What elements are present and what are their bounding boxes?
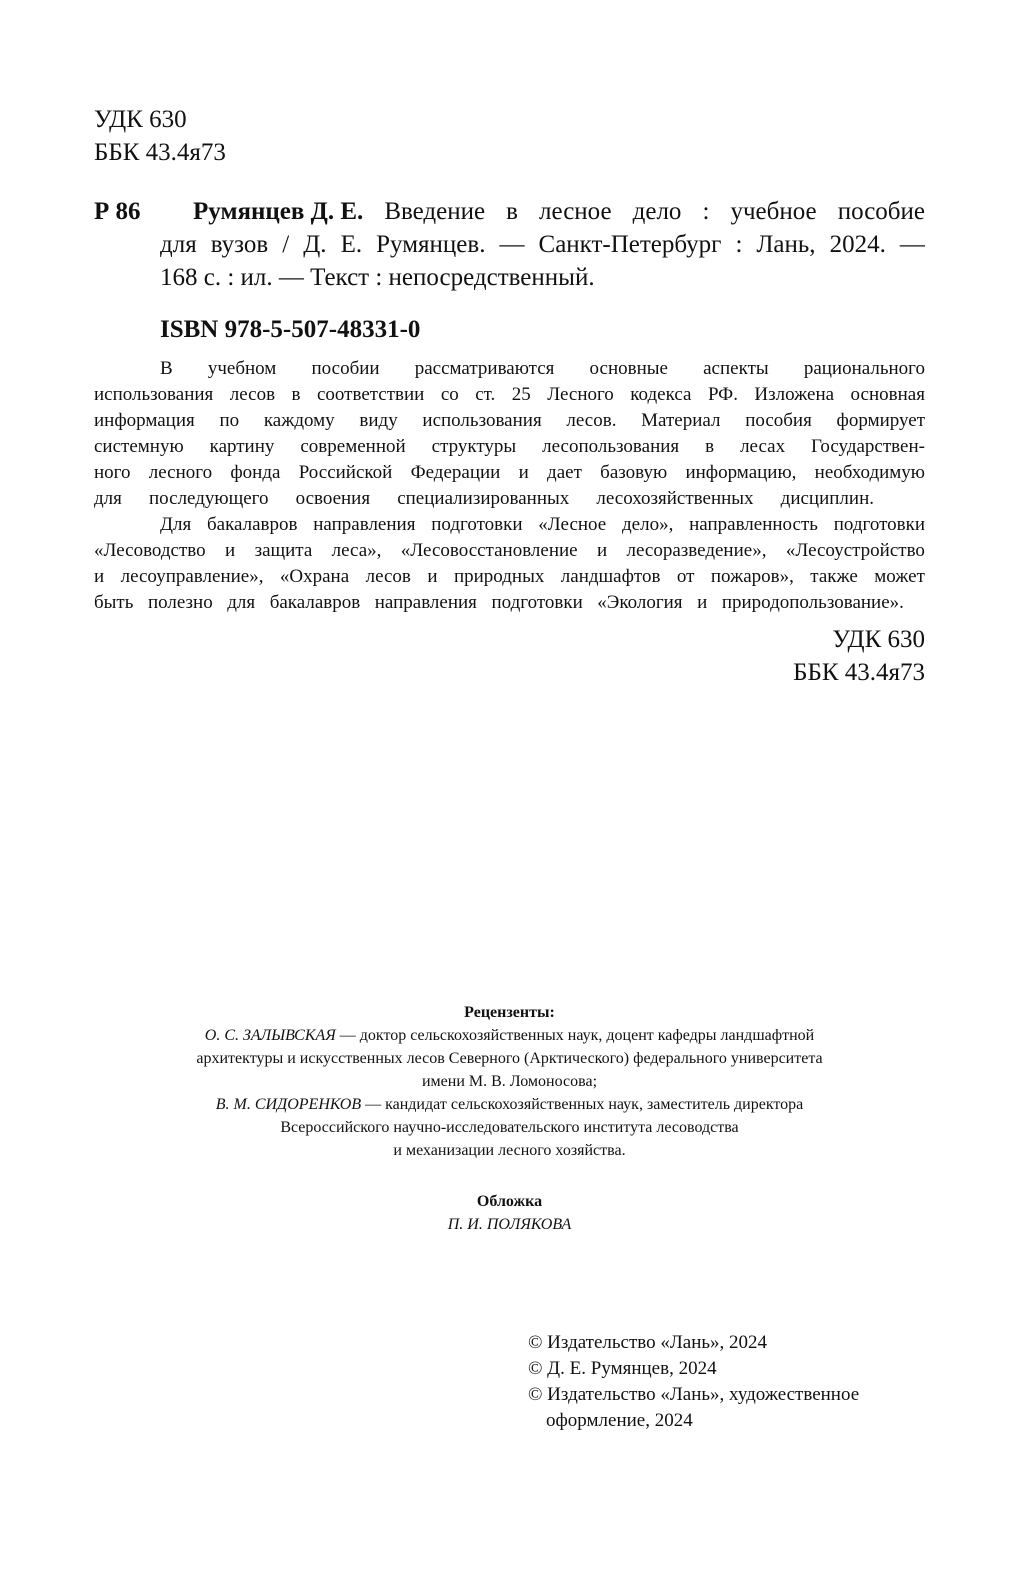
abstract-line <box>94 408 925 434</box>
abstract-word: лесоразведение», <box>626 540 767 561</box>
abstract-word: дает <box>547 462 582 483</box>
abstract-word: специализированных <box>397 488 570 509</box>
abstract-word: природных <box>453 566 545 587</box>
biblio-title-word: лесное <box>539 198 612 225</box>
abstract-word: «Лесоустройство <box>785 540 925 561</box>
biblio-title-word: учебное <box>730 198 817 225</box>
abstract-word: по <box>219 410 240 431</box>
reviewer-2-line-2: Всероссийского научно-исследовательского института лесоводства <box>280 1119 739 1136</box>
abstract-word: лесоуправление», <box>120 566 264 587</box>
abstract-word: освоения <box>295 488 371 509</box>
abstract-word: со <box>440 384 459 405</box>
abstract-word: информацию, <box>685 462 797 483</box>
abstract-word: структуры <box>431 436 517 457</box>
abstract-word: в <box>705 436 715 457</box>
abstract-line <box>94 486 874 512</box>
abstract-word: быть <box>94 592 134 613</box>
abstract-word: лесохозяйственных <box>596 488 754 509</box>
abstract-word: Изложена <box>754 384 835 405</box>
biblio-word: Д. <box>303 231 327 258</box>
abstract-word: ного <box>94 462 131 483</box>
abstract-word: направления <box>313 514 416 535</box>
abstract-word: рассматриваются <box>414 358 555 379</box>
abstract-word: лесного <box>148 462 213 483</box>
abstract-line <box>94 538 925 564</box>
abstract-word: РФ. <box>707 384 738 405</box>
abstract-word: последующего <box>149 488 269 509</box>
abstract-word: базовую <box>600 462 668 483</box>
abstract-word: для <box>94 488 122 509</box>
bottom-bbk: ББК 43.4я73 <box>793 659 925 686</box>
biblio-word: Е. <box>340 231 363 258</box>
abstract-word: кодекса <box>630 384 692 405</box>
reviewer-1-line-2: архитектуры и искусственных лесов Северного (Арктического) федерального университета <box>196 1050 823 1067</box>
abstract-word: направления <box>374 592 477 613</box>
abstract-word: может <box>874 566 925 587</box>
biblio-word: вузов <box>210 231 269 258</box>
cover-designer: П. И. ПОЛЯКОВА <box>447 1216 572 1233</box>
reviewer-1-name: О. С. ЗАЛЫВСКАЯ <box>204 1027 336 1044</box>
abstract-word: Государствен- <box>811 436 925 457</box>
biblio-title-word: : <box>702 198 710 225</box>
copyright-line-2: © Д. Е. Румянцев, 2024 <box>528 1358 717 1379</box>
top-udk: УДК 630 <box>94 106 187 133</box>
abstract-word: лесов <box>365 566 411 587</box>
abstract-word: подготовки <box>431 514 523 535</box>
abstract-word: формирует <box>836 410 925 431</box>
copyright-line-1: © Издательство «Лань», 2024 <box>528 1332 768 1353</box>
abstract-word: рационального <box>803 358 925 379</box>
abstract-line <box>94 590 904 616</box>
biblio-title-word: в <box>506 198 518 225</box>
abstract-word: в <box>291 384 301 405</box>
abstract-word: бакалавров <box>206 514 298 535</box>
biblio-word: Санкт-Петербург <box>538 231 722 258</box>
abstract-line <box>160 512 925 538</box>
abstract-word: леса», <box>331 540 382 561</box>
abstract-word: «Лесовосстановление <box>400 540 578 561</box>
abstract-word: системную <box>94 436 184 457</box>
reviewer-1-text: — доктор сельскохозяйственных наук, доцент кафедры ландшафтной <box>335 1027 815 1044</box>
top-bbk: ББК 43.4я73 <box>94 139 226 166</box>
abstract-word: также <box>810 566 858 587</box>
abstract-word: для <box>227 592 256 613</box>
abstract-word: полезно <box>147 592 213 613</box>
biblio-word: Лань, <box>756 231 816 258</box>
abstract-word: защита <box>254 540 313 561</box>
biblio-word: 2024. <box>829 231 886 258</box>
biblio-word: для <box>160 231 197 258</box>
abstract-word: учебном <box>207 358 277 379</box>
abstract-word: Материал <box>641 410 721 431</box>
reviewer-2-name: В. М. СИДОРЕНКОВ <box>215 1096 362 1113</box>
biblio-word: — <box>899 231 925 258</box>
biblio-title-word: Введение <box>384 198 486 225</box>
abstract-word: дисциплин. <box>780 488 874 509</box>
biblio-word: — <box>499 231 525 258</box>
abstract-word: и <box>225 540 236 561</box>
biblio-title-word: дело <box>632 198 682 225</box>
abstract-line <box>94 564 925 590</box>
abstract-word: подготовки <box>491 592 583 613</box>
biblio-author: Румянцев Д. Е. <box>193 198 364 225</box>
abstract-word: «Лесное <box>538 514 607 535</box>
abstract-word: необходимую <box>814 462 925 483</box>
copyright-line-3: © Издательство «Лань», художественное <box>528 1384 860 1405</box>
reviewers-heading: Рецензенты: <box>464 1004 555 1021</box>
abstract-word: использования <box>94 384 214 405</box>
abstract-word: и <box>94 566 105 587</box>
abstract-word: Российской <box>298 462 393 483</box>
abstract-word: использования <box>422 410 542 431</box>
abstract-word: каждому <box>263 410 335 431</box>
abstract-word: аспекты <box>703 358 769 379</box>
abstract-line <box>160 356 925 382</box>
abstract-word: Лесного <box>547 384 614 405</box>
abstract-word: бакалавров <box>269 592 361 613</box>
abstract-word: и <box>697 592 708 613</box>
abstract-word: природопользование». <box>721 592 904 613</box>
abstract-line <box>94 460 925 486</box>
abstract-word: от <box>676 566 695 587</box>
abstract-word: фонда <box>230 462 281 483</box>
abstract-word: лесах <box>740 436 786 457</box>
abstract-word: подготовки <box>833 514 925 535</box>
abstract-word: основная <box>850 384 925 405</box>
abstract-word: «Лесоводство <box>94 540 206 561</box>
abstract-word: современной <box>300 436 406 457</box>
biblio-word: Румянцев. <box>376 231 486 258</box>
abstract-word: дело», <box>622 514 674 535</box>
abstract-word: Для <box>160 514 192 535</box>
cover-heading: Обложка <box>476 1193 543 1210</box>
abstract-word: и <box>518 462 529 483</box>
abstract-word: и <box>596 540 608 561</box>
abstract-word: ст. <box>475 384 496 405</box>
abstract-word: пособии <box>311 358 380 379</box>
abstract-word: лесов. <box>566 410 617 431</box>
biblio-line-2 <box>160 230 925 260</box>
abstract-word: ландшафтов <box>560 566 661 587</box>
abstract-word: 25 <box>511 384 531 405</box>
author-mark: Р 86 <box>94 198 141 225</box>
abstract-word: информация <box>94 410 195 431</box>
abstract-word: пособия <box>745 410 812 431</box>
biblio-line-1 <box>193 197 925 227</box>
abstract-word: и <box>427 566 438 587</box>
abstract-word: Федерации <box>410 462 501 483</box>
abstract-word: «Охрана <box>279 566 350 587</box>
abstract-word: лесопользования <box>542 436 680 457</box>
reviewer-1-line-1 <box>94 1024 925 1047</box>
reviewer-2-text: — кандидат сельскохозяйственных наук, заместитель директора <box>361 1096 804 1113</box>
abstract-word: основные <box>589 358 668 379</box>
abstract-word: «Экология <box>597 592 683 613</box>
biblio-word: : <box>735 231 743 258</box>
reviewer-1-line-3: имени М. В. Ломоносова; <box>421 1073 598 1090</box>
reviewer-2-line-1 <box>94 1093 925 1116</box>
copyright-line-4: оформление, 2024 <box>546 1410 693 1431</box>
reviewer-2-line-3: и механизации лесного хозяйства. <box>393 1142 626 1159</box>
abstract-word: соответствии <box>316 384 425 405</box>
abstract-word: направленность <box>689 514 818 535</box>
biblio-line-3: 168 с. : ил. — Текст : непосредственный. <box>160 264 595 291</box>
abstract-word: пожаров», <box>710 566 794 587</box>
abstract-word: виду <box>359 410 398 431</box>
abstract-line <box>94 434 925 460</box>
abstract-word: В <box>160 358 173 379</box>
abstract-word: лесов <box>229 384 276 405</box>
abstract-line <box>94 382 925 408</box>
bottom-udk: УДК 630 <box>832 626 925 653</box>
biblio-word: / <box>282 231 290 258</box>
isbn: ISBN 978-5-507-48331-0 <box>160 316 421 343</box>
biblio-title-word: пособие <box>837 198 925 225</box>
abstract-word: картину <box>209 436 275 457</box>
